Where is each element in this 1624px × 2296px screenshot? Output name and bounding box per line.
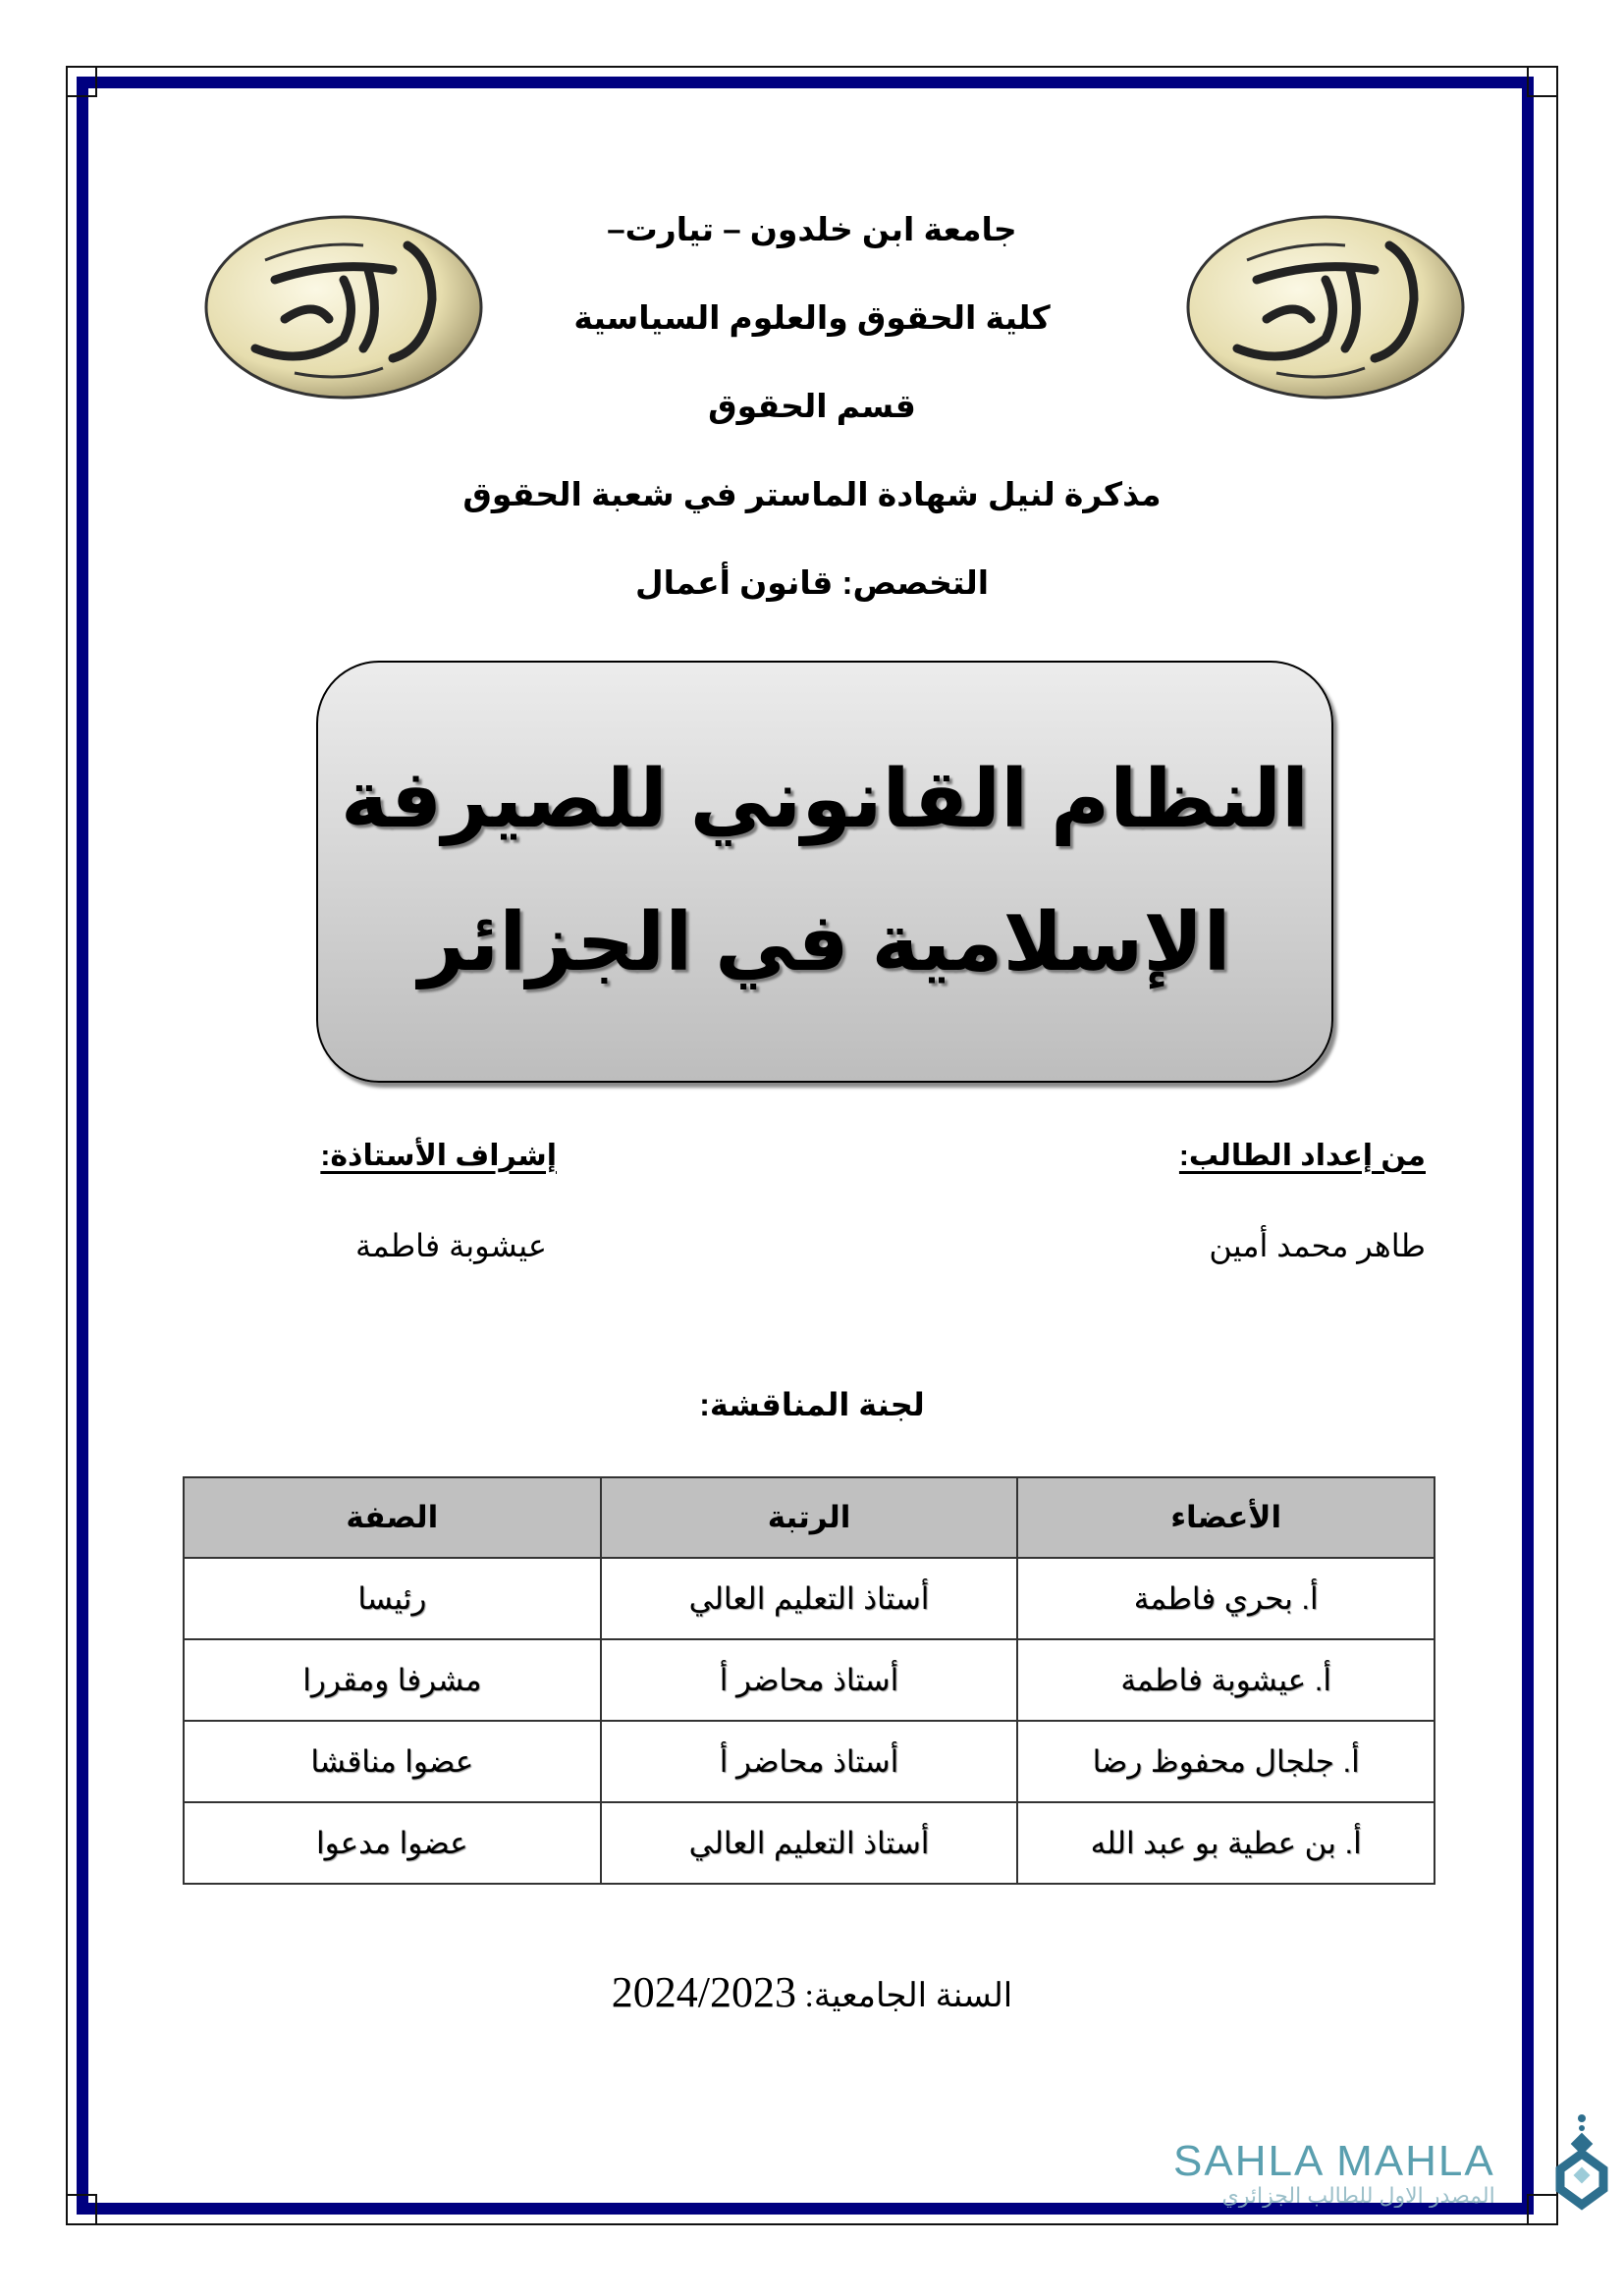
thesis-title-line-2: الإسلامية في الجزائر (418, 898, 1231, 988)
student-name: طاهر محمد أمين (1209, 1228, 1426, 1263)
member-rank: أستاذ محاضر أ (601, 1639, 1018, 1721)
table-row (184, 1639, 1435, 1721)
member-name: أ. بن عطية بو عبد الله (1017, 1802, 1435, 1884)
thesis-title-line-1: النظام القانوني للصيرفة (340, 755, 1310, 844)
sahla-mahla-emblem-icon (1546, 2110, 1617, 2218)
watermark-title: SAHLA MAHLA (1173, 2137, 1495, 2185)
university-name: جامعة ابن خلدون – تيارت– (607, 211, 1017, 247)
specialization: التخصص: قانون أعمال (634, 564, 990, 601)
member-role: عضوا مدعوا (184, 1802, 601, 1884)
faculty-name: كلية الحقوق والعلوم السياسية (573, 299, 1051, 336)
academic-year-value: 2024/2023 (611, 1968, 796, 2016)
watermark-subtitle: المصدر الاول للطالب الجزائري (1221, 2183, 1495, 2208)
member-name: أ. عيشوبة فاطمة (1017, 1639, 1435, 1721)
member-rank: أستاذ محاضر أ (601, 1721, 1018, 1802)
committee-table (183, 1476, 1435, 1885)
member-name: أ. جلجال محفوظ رضا (1017, 1721, 1435, 1802)
table-row (184, 1721, 1435, 1802)
academic-year (0, 1967, 1624, 2017)
table-row (184, 1558, 1435, 1639)
column-header-rank: الرتبة (601, 1477, 1018, 1558)
member-role: عضوا مناقشا (184, 1721, 601, 1802)
member-rank: أستاذ التعليم العالي (601, 1558, 1018, 1639)
column-header-role: الصفة (184, 1477, 601, 1558)
border-corner-ornament (1527, 66, 1558, 97)
degree-statement: مذكرة لنيل شهادة الماستر في شعبة الحقوق (462, 476, 1162, 512)
member-role: رئيسا (184, 1558, 601, 1639)
member-rank: أستاذ التعليم العالي (601, 1802, 1018, 1884)
member-name: أ. بحري فاطمة (1017, 1558, 1435, 1639)
sahla-mahla-watermark[interactable] (1173, 2137, 1495, 2209)
student-label: من إعداد الطالب: (1178, 1140, 1426, 1172)
border-corner-ornament (66, 2194, 97, 2225)
border-corner-ornament (66, 66, 97, 97)
table-row (184, 1802, 1435, 1884)
member-role: مشرفا ومقررا (184, 1639, 601, 1721)
column-header-members: الأعضاء (1017, 1477, 1435, 1558)
department-name: قسم الحقوق (708, 388, 916, 424)
thesis-title-box (316, 661, 1333, 1083)
committee-title: لجنة المناقشة: (699, 1387, 925, 1422)
academic-year-label: السنة الجامعية: (804, 1978, 1013, 2014)
supervisor-label: إشراف الأستاذة: (320, 1140, 557, 1172)
supervisor-name: عيشوبة فاطمة (355, 1228, 547, 1263)
table-header-row (184, 1477, 1435, 1558)
